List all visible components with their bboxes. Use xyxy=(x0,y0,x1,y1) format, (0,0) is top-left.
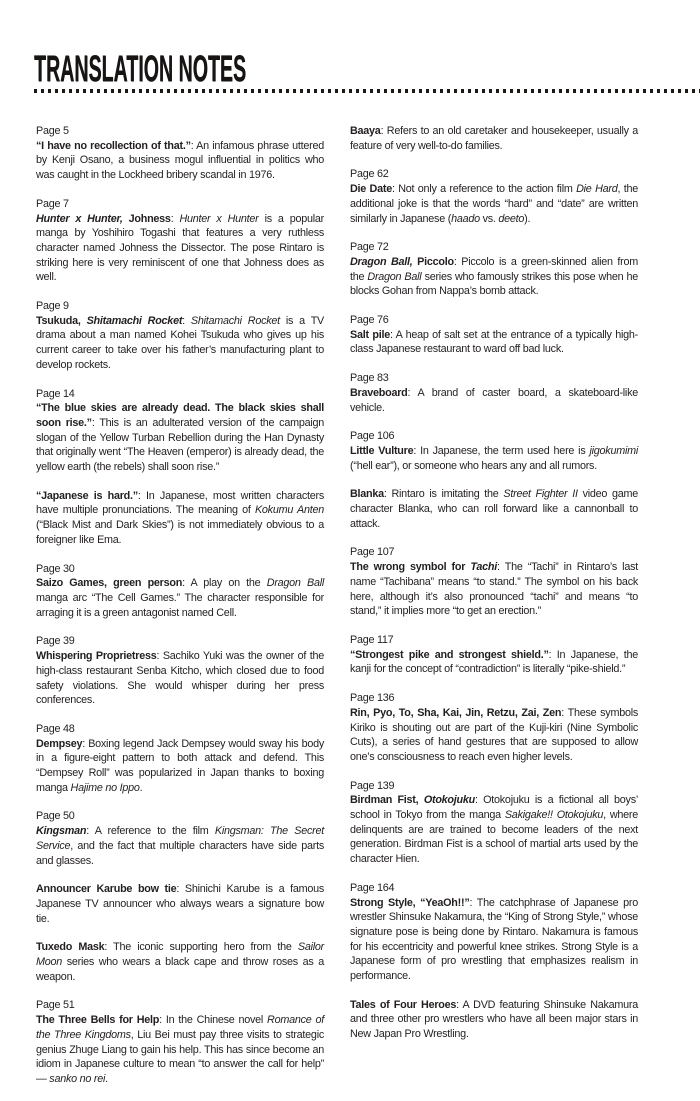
note-text: , where delinquents are are trained to become leaders of the next generation. Birdman Fist is a school of martial arts used by the character Hien. xyxy=(350,809,639,866)
note-text: : In Japanese, the term used here is xyxy=(413,444,590,457)
page-label: Page 30 xyxy=(36,562,75,575)
note-text: (“hell ear”), or someone who hears any and all rumors. xyxy=(350,459,597,472)
note-text: Dragon Ball xyxy=(266,577,324,590)
note-paragraph xyxy=(36,489,324,548)
note-paragraph xyxy=(350,648,638,677)
note-paragraph xyxy=(350,896,638,984)
note-paragraph xyxy=(36,314,324,373)
note-term: Dempsey xyxy=(36,737,83,750)
note-text: : Piccolo is a green-skinned alien from the xyxy=(350,255,639,283)
note-text: : Boxing legend Jack Dempsey would sway his body in a figure-eight pattern to both attack and defend. This “Dempsey Roll” was popularized in Japan thanks to boxing manga xyxy=(36,737,324,794)
note-text: Kokumu Anten xyxy=(254,504,324,517)
note-text: : xyxy=(170,212,180,225)
note-text: : In Japanese, the kanji for the concept of “contradiction” is literally “pike-shield.” xyxy=(350,648,638,676)
note-term: Tsukuda, xyxy=(36,314,87,327)
note-text: Kingsman: The Secret Service xyxy=(36,825,324,852)
note-term: Tales of Four Heroes xyxy=(350,998,457,1011)
note-text: series who famously strikes this pose when he blocks Gohan from Nappa’s bomb attack. xyxy=(350,270,638,298)
note-paragraph xyxy=(350,487,638,531)
note-text: : Otokojuku is a fictional all boys’ school in Tokyo from the manga xyxy=(350,794,638,822)
note-text: video game character Blanka, who can roll forward like a cannonball to attack. xyxy=(350,488,638,530)
note-term: Saizo Games, green person xyxy=(36,577,183,590)
column-2 xyxy=(350,124,638,1101)
note-term: Tuxedo Mask xyxy=(36,941,105,954)
note-text: Dragon Ball xyxy=(367,270,422,283)
note-section xyxy=(36,299,324,373)
note-term: Salt pile xyxy=(350,328,390,341)
note-text: is a TV drama about a man named Kohei Tsukuda who gives up his current career to take over his father’s manufacturing plant to develop rockets. xyxy=(36,314,325,371)
page-label: Page 117 xyxy=(350,633,394,646)
note-text: : xyxy=(182,314,191,327)
note-text: . xyxy=(139,781,143,794)
note-section xyxy=(350,167,638,226)
page-label: Page 51 xyxy=(36,999,75,1012)
note-term: Strong Style, “YeaOh!!” xyxy=(350,896,470,909)
note-section xyxy=(36,809,324,984)
page-label: Page 39 xyxy=(36,635,75,648)
note-text: deeto xyxy=(498,212,525,225)
note-paragraph xyxy=(36,212,324,286)
note-term: Piccolo xyxy=(412,255,454,268)
note-term: Birdman Fist, xyxy=(350,794,424,807)
note-text: Shitamachi Rocket xyxy=(190,314,280,327)
note-term: “I have no recollection of that.” xyxy=(36,139,191,152)
note-section xyxy=(36,634,324,708)
note-section xyxy=(350,429,638,531)
note-text: , the additional joke is that the words “hard” and “date” are written similarly in Japanese ( xyxy=(350,183,638,225)
note-text: : The “Tachi” in Rintaro’s last name “Tachibana” means “to stand.” The symbol on his back here, although it’s also pronounced “tachi” and means “to stand,” it implies more “to get an erection.” xyxy=(350,561,638,618)
note-paragraph xyxy=(36,576,324,620)
columns xyxy=(36,124,638,1101)
note-text: : These symbols Kiriko is shouting out are part of the Kuji-kiri (Nine Symbolic Cuts), a series of hand gestures that are supposed to allow one’s consciousness to reach even higher levels. xyxy=(350,706,638,763)
note-text: Sailor Moon xyxy=(36,941,324,969)
note-text: jigokumimi xyxy=(589,444,638,457)
note-section xyxy=(350,545,638,619)
note-term: Blanka xyxy=(350,488,384,501)
note-text: : In Japanese, most written characters have multiple pronunciations. The meaning of xyxy=(36,489,324,517)
page-label: Page 83 xyxy=(350,372,389,385)
note-term: Die Date xyxy=(350,183,392,196)
note-paragraph xyxy=(36,882,324,926)
note-term: Rin, Pyo, To, Sha, Kai, Jin, Retzu, Zai, Zen xyxy=(350,706,562,719)
note-text: : A reference to the film xyxy=(86,825,215,838)
note-term: Shitamachi Rocket xyxy=(86,314,183,327)
note-text: : Rintaro is imitating the xyxy=(383,488,504,501)
page-label: Page 76 xyxy=(350,314,389,327)
note-text: : This is an adulterated version of the campaign slogan of the Yellow Turban Rebellion during the Han Dynasty that originally went “The Heaven (emperor) is already dead, the yellow earth (the rebels) shall soon rise.” xyxy=(36,416,324,474)
note-paragraph xyxy=(350,560,638,619)
note-text: Sakigake!! Otokojuku xyxy=(504,809,604,822)
note-text: : The catchphrase of Japanese pro wrestler Shinsuke Nakamura, the “King of Strong Style,” whose signature pose is being done by Rintaro. Nakamura is famous for his eccentricity and powerful knee strikes. Strong Style is a Japanese form of pro wrestling that emphasizes realism in performance. xyxy=(350,896,638,983)
note-section xyxy=(350,313,638,357)
note-text: series who wears a black cape and throw roses as a weapon. xyxy=(36,956,324,983)
note-section xyxy=(36,387,324,548)
note-term: Little Vulture xyxy=(350,444,414,457)
note-term: Dragon Ball, xyxy=(350,255,413,268)
note-term: Kingsman xyxy=(36,825,87,838)
note-section xyxy=(350,124,638,153)
note-paragraph xyxy=(350,255,638,299)
note-term: Hunter x Hunter, xyxy=(36,212,123,225)
note-section xyxy=(350,633,638,677)
note-paragraph xyxy=(350,706,638,765)
page-title: TRANSLATION NOTES xyxy=(34,48,247,89)
page-label: Page 7 xyxy=(36,197,69,210)
note-text: : A brand of caster board, a skateboard-like vehicle. xyxy=(350,386,638,414)
note-text: Romance of the Three Kingdoms xyxy=(36,1014,324,1041)
note-term: Braveboard xyxy=(350,386,408,399)
page-label: Page 164 xyxy=(350,881,395,894)
note-term: “Japanese is hard.” xyxy=(36,489,138,502)
note-paragraph xyxy=(36,139,324,183)
page-label: Page 48 xyxy=(36,722,75,735)
note-text: : A heap of salt set at the entrance of a typically high-class Japanese restaurant to ward off bad luck. xyxy=(350,328,638,356)
note-term: Announcer Karube bow tie xyxy=(36,883,177,896)
note-section xyxy=(350,371,638,415)
page-label: Page 136 xyxy=(350,692,395,705)
note-text: Street Fighter II xyxy=(503,488,578,501)
note-section xyxy=(350,240,638,299)
note-term: Whispering Proprietress xyxy=(36,650,157,663)
note-paragraph xyxy=(350,182,638,226)
note-text: , and the fact that multiple characters have side parts and glasses. xyxy=(36,839,324,867)
page-label: Page 139 xyxy=(350,779,395,792)
note-text: , Liu Bei must pay three visits to strategic genius Zhuge Liang to gain his help. This has since become an idiom in Japanese culture to mean “to answer the call for help” — xyxy=(36,1028,324,1085)
note-paragraph xyxy=(350,444,638,473)
note-term: “The blue skies are already dead. The black skies shall soon rise.” xyxy=(36,402,324,429)
page-label: Page 5 xyxy=(36,125,69,137)
note-term: The Three Bells for Help xyxy=(36,1014,160,1027)
note-text: manga arc “The Cell Games.” The character responsible for arraging it is a green antagonist named Cell. xyxy=(36,591,324,619)
page-label: Page 72 xyxy=(350,241,389,254)
note-text: : In the Chinese novel xyxy=(159,1014,268,1027)
note-section xyxy=(36,722,324,796)
page-label: Page 9 xyxy=(36,300,69,313)
note-paragraph xyxy=(36,401,324,475)
note-term: Johness xyxy=(122,212,171,225)
note-term: Otokojuku xyxy=(423,794,475,807)
page-label: Page 107 xyxy=(350,546,395,559)
note-text: Hunter x Hunter xyxy=(179,212,259,225)
page-label: Page 50 xyxy=(36,810,75,823)
page-label: Page 62 xyxy=(350,168,389,181)
note-text: : An infamous phrase uttered by Kenji Osano, a business mogul influential in politics who was caught in the Lockheed bribery scandal in 1976. xyxy=(36,139,324,182)
note-text: Hajime no Ippo xyxy=(70,781,140,794)
column-1 xyxy=(36,124,324,1101)
note-paragraph xyxy=(350,124,638,153)
page-label: Page 106 xyxy=(350,430,395,443)
note-paragraph xyxy=(36,824,324,868)
note-paragraph xyxy=(36,649,324,708)
note-section xyxy=(36,124,324,183)
note-paragraph xyxy=(36,940,324,984)
note-text: (“Black Mist and Dark Skies”) is not immediately obvious to a foreigner like Ema. xyxy=(36,519,324,546)
note-section xyxy=(350,881,638,1042)
note-text: : Not only a reference to the action film xyxy=(391,183,577,196)
page-label: Page 14 xyxy=(36,387,75,400)
note-text: Die Hard xyxy=(576,183,618,196)
note-term: Tachi xyxy=(470,561,497,574)
note-text: ). xyxy=(524,212,531,225)
note-paragraph xyxy=(350,328,638,357)
note-section xyxy=(36,562,324,621)
note-section xyxy=(350,779,638,867)
note-paragraph xyxy=(350,998,638,1042)
note-text: . xyxy=(105,1072,108,1085)
note-text: : A DVD featuring Shinsuke Nakamura and three other pro wrestlers who have all been major stars in New Japan Pro Wrestling. xyxy=(350,998,638,1041)
note-term: “Strongest pike and strongest shield.” xyxy=(350,648,549,661)
note-text: vs. xyxy=(479,212,499,225)
note-text: : Refers to an old caretaker and housekeeper, usually a feature of very well-to-do families. xyxy=(350,125,638,152)
note-text: : A play on the xyxy=(182,577,267,590)
note-text: haado xyxy=(451,212,480,225)
note-term: The wrong symbol for xyxy=(350,561,471,574)
dotted-divider xyxy=(34,89,700,93)
note-section xyxy=(36,197,324,285)
note-term: Baaya xyxy=(350,125,381,137)
note-text: is a popular manga by Yoshihiro Togashi that features a very ruthless character named Johness the Dissector. The pose Rintaro is striking here is very reminiscent of one that Johness does as well. xyxy=(36,212,324,284)
note-text: : Sachiko Yuki was the owner of the high-class restaurant Senba Kitcho, which closed due to food safety violations. She would whisper during her press conferences. xyxy=(36,650,324,707)
note-paragraph xyxy=(350,386,638,415)
note-section xyxy=(350,691,638,765)
note-text: sanko no rei xyxy=(49,1072,106,1085)
note-text: : The iconic supporting hero from the xyxy=(104,941,298,954)
note-text: : Shinichi Karube is a famous Japanese TV announcer who always wears a signature bow tie. xyxy=(36,883,324,925)
note-section xyxy=(36,998,324,1086)
note-paragraph xyxy=(350,793,638,867)
note-paragraph xyxy=(36,737,324,796)
